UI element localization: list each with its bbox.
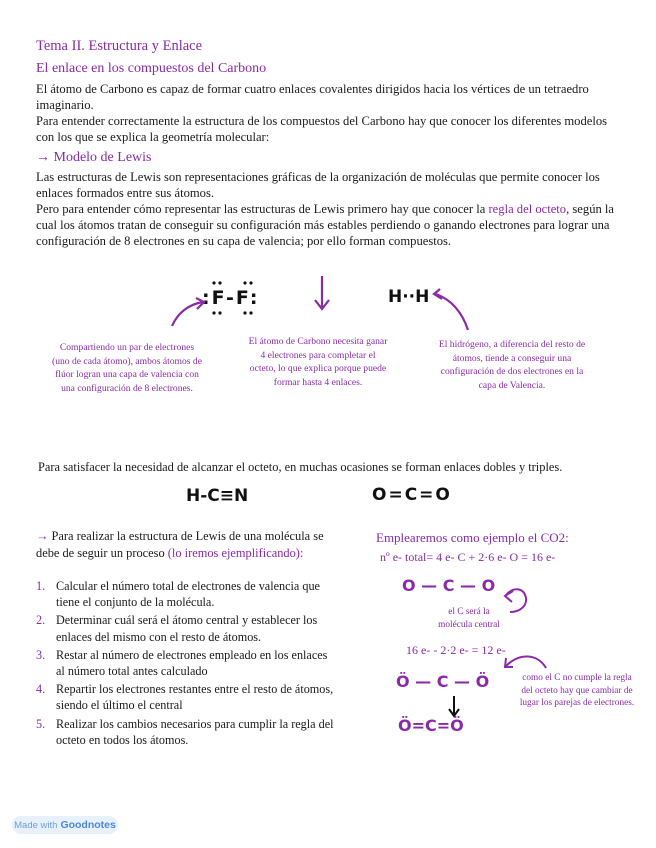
co2-skeleton: O — C — O [402,576,496,595]
procedure-step: 4. Repartir los electrones restantes entre el resto de átomos, siendo el último el central [36,682,334,713]
section-subtitle: El enlace en los compuestos del Carbono [36,61,267,76]
fluor-arrow [172,302,203,326]
page-title: Tema II. Estructura y Enlace [36,38,203,54]
h2-lewis-structure: H··H [388,287,430,307]
lewis-paragraph-2: Pero para entender cómo representar las estructuras de Lewis primero hay que conocer la regla del octeto, según la cual los átomos tratan de conseguir su configuración más estables perdiendo o ganando electrones para lograr una configuración de 8 electrones en su capa de valencia; por ello forman compuestos. [36,202,615,248]
co2-electron-count: nº e- total= 4 e- C + 2·6 e- O = 16 e- [380,550,556,564]
procedure-step: 5. Realizar los cambios necesarios para cumplir la regla del octeto en todos los átomos. [36,716,334,747]
octet-change-note: como el C no cumple la regla del octeto hay que cambiar de lugar los parejas de electrones. [519,673,635,709]
intro-paragraph-1: El átomo de Carbono es capaz de formar cuatro enlaces covalentes dirigidos hacia los vértices de un tetraedro imaginario. [36,82,589,112]
intro-paragraph-2: Para entender correctamente la estructura de los compuestos del Carbono hay que conocer los diferentes modelos con los que se explica la geometría molecular: [36,114,608,144]
fluor-annotation: Compartiendo un par de electrones (uno de cada átomo), ambos átomos de flúor logran una capa de valencia con una configuración de 8 electrones. [52,342,202,394]
procedure-step: 3. Restar al número de electrones empleado en los enlaces al número total antes calculado [36,647,328,679]
procedure-steps [36,578,336,750]
carbon-annotation: El átomo de Carbono necesita ganar 4 electrones para completar el octeto, lo que explica porque puede formar hasta 4 enlaces. [248,336,388,388]
central-arrow-head [505,591,513,602]
lewis-paragraph-1: Las estructuras de Lewis son representaciones gráficas de la organización de moléculas que permite conocer los enlaces formados entre sus átomos. [36,170,600,200]
procedure-step: 1. Calcular el número total de electrones de valencia que tiene el conjunto de la molécula. [36,579,320,610]
f2-electron-dots [212,281,252,314]
co2-final-structure: Ö=C=Ö [398,716,464,735]
hcn-structure: H-C≡N [186,486,249,506]
co2-lone-pairs: Ö — C — Ö [396,672,490,691]
f2-lewis-structure: :F-F: [202,287,260,309]
co2-example-title: Emplearemos como ejemplo el CO2: [376,530,569,545]
goodnotes-badge: Made with Goodnotes [12,816,118,834]
lewis-heading: → Modelo de Lewis [36,150,152,165]
multiple-bonds-text: Para satisfacer la necesidad de alcanzar el octeto, en muchas ocasiones se forman enlaces dobles y triples. [38,460,563,474]
central-atom-note: el C será la molécula central [438,607,500,630]
procedure-step: 2. Determinar cuál será el átomo central y establecer los enlaces del mismo con el resto de átomos. [36,613,318,644]
electron-subtraction: 16 e- - 2·2 e- = 12 e- [406,643,506,657]
procedure-intro: → Para realizar la estructura de Lewis de una molécula se debe de seguir un proceso (lo iremos ejemplificando): [36,529,324,560]
octet-rule-link: regla del octeto [488,202,567,216]
co2-double-bond-structure: O=C=O [372,485,452,505]
hydrogen-annotation: El hidrógeno, a diferencia del resto de átomos, tiende a conseguir una configuración de dos electrones en la capa de Valencia. [438,339,586,391]
